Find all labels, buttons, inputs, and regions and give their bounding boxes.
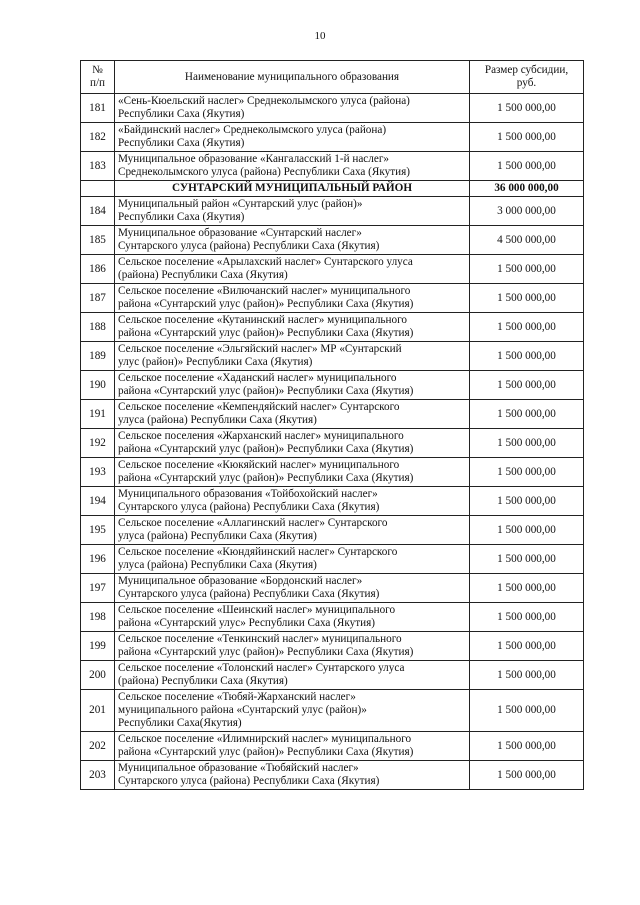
row-number <box>81 181 115 197</box>
row-number: 200 <box>81 661 115 690</box>
row-name: Муниципальное образование «Бордонский наслег» Сунтарского улуса (района) Республики Саха (Якутия) <box>115 574 470 603</box>
table-row <box>81 94 584 123</box>
page-number: 10 <box>314 30 326 42</box>
table-row <box>81 429 584 458</box>
row-name: Муниципальное образование «Кангаласский 1-й наслег» Среднеколымского улуса (района) Республики Саха (Якутия) <box>115 152 470 181</box>
row-name: Муниципальный район «Сунтарский улус (район)» Республики Саха (Якутия) <box>115 197 470 226</box>
section-amount: 36 000 000,00 <box>470 181 584 197</box>
table-row <box>81 152 584 181</box>
row-number: 182 <box>81 123 115 152</box>
row-name: Муниципальное образование «Сунтарский наслег» Сунтарского улуса (района) Республики Саха (Якутия) <box>115 226 470 255</box>
row-number: 181 <box>81 94 115 123</box>
row-amount: 1 500 000,00 <box>470 429 584 458</box>
table-row <box>81 400 584 429</box>
row-amount: 1 500 000,00 <box>470 152 584 181</box>
row-name: Муниципального образования «Тойбохойский наслег» Сунтарского улуса (района) Республики Саха (Якутия) <box>115 487 470 516</box>
row-number: 187 <box>81 284 115 313</box>
row-amount: 1 500 000,00 <box>470 284 584 313</box>
row-name: Сельское поселение «Илимнирский наслег» муниципального района «Сунтарский улус (район)» Республики Саха (Якутия) <box>115 732 470 761</box>
section-row <box>81 181 584 197</box>
row-amount: 1 500 000,00 <box>470 94 584 123</box>
section-name: СУНТАРСКИЙ МУНИЦИПАЛЬНЫЙ РАЙОН <box>115 181 470 197</box>
row-amount: 1 500 000,00 <box>470 761 584 790</box>
row-number: 183 <box>81 152 115 181</box>
header-name <box>115 61 470 94</box>
subsidy-table <box>80 60 584 790</box>
row-name: Сельское поселение «Арылахский наслег» Сунтарского улуса (района) Республики Саха (Якутия) <box>115 255 470 284</box>
row-amount: 3 000 000,00 <box>470 197 584 226</box>
header-number-label: № п/п <box>89 64 106 89</box>
row-amount: 1 500 000,00 <box>470 661 584 690</box>
row-amount: 1 500 000,00 <box>470 255 584 284</box>
row-number: 198 <box>81 603 115 632</box>
row-number: 188 <box>81 313 115 342</box>
row-number: 185 <box>81 226 115 255</box>
table-row <box>81 632 584 661</box>
header-number <box>81 61 115 94</box>
table-row <box>81 761 584 790</box>
row-name: Сельское поселение «Аллагинский наслег» Сунтарского улуса (района) Республики Саха (Якутия) <box>115 516 470 545</box>
row-amount: 1 500 000,00 <box>470 371 584 400</box>
row-name: Сельское поселение «Эльгяйский наслег» МР «Сунтарский улус (район)» Республики Саха (Якутия) <box>115 342 470 371</box>
row-amount: 1 500 000,00 <box>470 123 584 152</box>
row-name: Сельское поселение «Тюбяй-Жарханский наслег» муниципального района «Сунтарский улус (район)» Республики Саха(Якутия) <box>115 690 470 732</box>
row-name: Сельское поселения «Жарханский наслег» муниципального района «Сунтарский улус (район)» Республики Саха (Якутия) <box>115 429 470 458</box>
row-amount: 1 500 000,00 <box>470 632 584 661</box>
table-row <box>81 661 584 690</box>
row-amount: 1 500 000,00 <box>470 574 584 603</box>
table-row <box>81 458 584 487</box>
row-number: 194 <box>81 487 115 516</box>
table-row <box>81 371 584 400</box>
table-header-row <box>81 61 584 94</box>
table-row <box>81 226 584 255</box>
row-number: 196 <box>81 545 115 574</box>
row-name: «Сень-Кюельский наслег» Среднеколымского улуса (района) Республики Саха (Якутия) <box>115 94 470 123</box>
row-amount: 1 500 000,00 <box>470 487 584 516</box>
row-number: 191 <box>81 400 115 429</box>
row-amount: 4 500 000,00 <box>470 226 584 255</box>
row-number: 186 <box>81 255 115 284</box>
table-row <box>81 487 584 516</box>
table-row <box>81 313 584 342</box>
table-row <box>81 690 584 732</box>
header-amount-label: Размер субсидии, руб. <box>484 64 569 89</box>
row-amount: 1 500 000,00 <box>470 516 584 545</box>
row-amount: 1 500 000,00 <box>470 545 584 574</box>
row-number: 201 <box>81 690 115 732</box>
row-number: 203 <box>81 761 115 790</box>
row-name: Сельское поселение «Кемпендяйский наслег» Сунтарского улуса (района) Республики Саха (Якутия) <box>115 400 470 429</box>
row-number: 197 <box>81 574 115 603</box>
table-row <box>81 123 584 152</box>
table-row <box>81 516 584 545</box>
row-number: 202 <box>81 732 115 761</box>
row-name: Сельское поселение «Толонский наслег» Сунтарского улуса (района) Республики Саха (Якутия) <box>115 661 470 690</box>
row-amount: 1 500 000,00 <box>470 732 584 761</box>
table-row <box>81 732 584 761</box>
row-amount: 1 500 000,00 <box>470 313 584 342</box>
row-number: 189 <box>81 342 115 371</box>
row-name: Сельское поселение «Кюндяйинский наслег» Сунтарского улуса (района) Республики Саха (Якутия) <box>115 545 470 574</box>
table-row <box>81 342 584 371</box>
row-name: Сельское поселение «Хаданский наслег» муниципального района «Сунтарский улус (район)» Республики Саха (Якутия) <box>115 371 470 400</box>
row-name: Муниципальное образование «Тюбяйский наслег» Сунтарского улуса (района) Республики Саха (Якутия) <box>115 761 470 790</box>
row-number: 199 <box>81 632 115 661</box>
table-row <box>81 255 584 284</box>
row-amount: 1 500 000,00 <box>470 400 584 429</box>
row-amount: 1 500 000,00 <box>470 458 584 487</box>
row-name: Сельское поселение «Шеинский наслег» муниципального района «Сунтарский улус» Республики Саха (Якутия) <box>115 603 470 632</box>
row-number: 192 <box>81 429 115 458</box>
row-number: 193 <box>81 458 115 487</box>
table-row <box>81 197 584 226</box>
row-amount: 1 500 000,00 <box>470 690 584 732</box>
row-name: «Байдинский наслег» Среднеколымского улуса (района) Республики Саха (Якутия) <box>115 123 470 152</box>
header-amount <box>470 61 584 94</box>
row-name: Сельское поселение «Кюкяйский наслег» муниципального района «Сунтарский улус (район)» Республики Саха (Якутия) <box>115 458 470 487</box>
row-name: Сельское поселение «Тенкинский наслег» муниципального района «Сунтарский улус (район)» Республики Саха (Якутия) <box>115 632 470 661</box>
table-row <box>81 574 584 603</box>
table-row <box>81 545 584 574</box>
table-body <box>81 94 584 790</box>
table-row <box>81 284 584 313</box>
row-amount: 1 500 000,00 <box>470 603 584 632</box>
row-amount: 1 500 000,00 <box>470 342 584 371</box>
row-name: Сельское поселение «Кутанинский наслег» муниципального района «Сунтарский улус (район)» Республики Саха (Якутия) <box>115 313 470 342</box>
header-name-label: Наименование муниципального образования <box>184 70 400 83</box>
table-row <box>81 603 584 632</box>
row-number: 190 <box>81 371 115 400</box>
row-name: Сельское поселение «Вилючанский наслег» муниципального района «Сунтарский улус (район)» Республики Саха (Якутия) <box>115 284 470 313</box>
row-number: 184 <box>81 197 115 226</box>
row-number: 195 <box>81 516 115 545</box>
